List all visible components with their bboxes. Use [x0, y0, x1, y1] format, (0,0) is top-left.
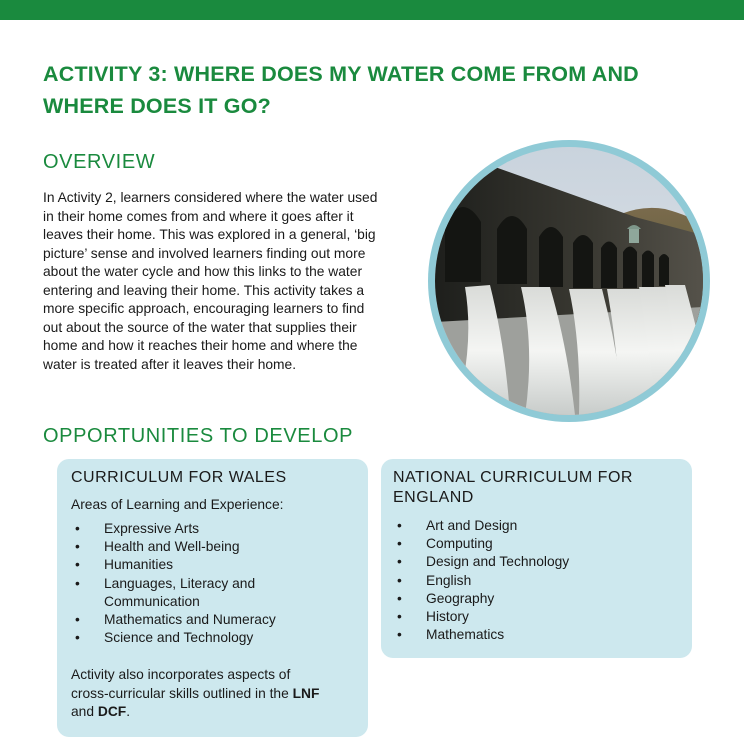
- curriculum-wales-box: [57, 459, 368, 737]
- overview-heading: OVERVIEW: [43, 151, 156, 173]
- list-item-label: Mathematics: [426, 627, 505, 643]
- list-item-label: Mathematics and Numeracy: [104, 612, 276, 628]
- bullet-icon: •: [75, 575, 80, 591]
- lnf-term: LNF: [292, 685, 320, 701]
- list-item-label: English: [426, 572, 472, 588]
- overview-line: home and how it reaches their home and where the: [43, 338, 358, 353]
- list-item: [71, 611, 361, 629]
- page-title: [43, 58, 723, 122]
- list-item-label: Expressive Arts: [104, 521, 200, 536]
- list-item: [393, 590, 683, 608]
- bullet-icon: •: [397, 590, 402, 606]
- bullet-icon: •: [397, 554, 402, 570]
- list-item: [71, 556, 361, 574]
- curriculum-wales-title: CURRICULUM FOR WALES: [71, 469, 287, 486]
- list-item: [393, 608, 683, 626]
- list-item-label: Humanities: [104, 557, 174, 573]
- list-item: [71, 575, 361, 611]
- list-item-label: Design and Technology: [426, 554, 570, 570]
- bullet-icon: •: [75, 612, 80, 628]
- bullet-icon: •: [75, 557, 80, 573]
- national-curriculum-england-box: [381, 459, 692, 658]
- bullet-icon: •: [397, 609, 402, 625]
- bullet-icon: •: [75, 521, 80, 536]
- footer-line-1: Activity also incorporates aspects of: [71, 667, 291, 682]
- overview-line: more specific approach, encouraging learners to find: [43, 301, 365, 316]
- list-item-label: Art and Design: [426, 518, 518, 533]
- footer-period: .: [126, 704, 131, 719]
- curriculum-wales-subtitle: Areas of Learning and Experience:: [71, 497, 284, 512]
- list-item-label-continued: Communication: [104, 593, 200, 609]
- england-title-line-2: ENGLAND: [393, 489, 474, 506]
- list-item-label: Computing: [426, 536, 493, 552]
- national-curriculum-england-title: [393, 468, 683, 508]
- list-item-label: Geography: [426, 590, 495, 606]
- overview-line: water is treated after it leaves their home.: [43, 356, 297, 372]
- top-banner: [0, 0, 744, 20]
- bullet-icon: •: [397, 627, 402, 643]
- dam-spillway-photo: [435, 147, 703, 415]
- bullet-icon: •: [397, 518, 402, 533]
- overview-line: entering and leaving their home. This activity takes a: [43, 282, 365, 298]
- overview-line: In Activity 2, learners considered where the water used: [43, 190, 378, 205]
- list-item-label: Languages, Literacy and: [104, 575, 256, 591]
- england-title-line-1: NATIONAL CURRICULUM FOR: [393, 469, 633, 486]
- opportunities-heading: OPPORTUNITIES TO DEVELOP: [43, 425, 354, 447]
- page-title-line-2: WHERE DOES IT GO?: [43, 94, 271, 118]
- bullet-icon: •: [397, 536, 402, 552]
- list-item-label: Health and Well-being: [104, 539, 240, 555]
- list-item: [393, 572, 683, 590]
- list-item: [393, 517, 683, 535]
- wales-areas-list: [71, 520, 361, 647]
- bullet-icon: •: [75, 630, 80, 646]
- curriculum-wales-footer: [71, 666, 361, 722]
- overview-line: picture’ sense and involved learners finding out more: [43, 245, 366, 261]
- list-item: [71, 629, 361, 647]
- list-item: [393, 553, 683, 571]
- overview-line: in their home comes from and where it goes after it: [43, 208, 354, 224]
- dcf-term: DCF: [97, 704, 127, 719]
- list-item: [71, 538, 361, 556]
- list-item: [393, 626, 683, 644]
- page-title-line-1: ACTIVITY 3: WHERE DOES MY WATER COME FROM AND: [43, 62, 639, 86]
- list-item: [71, 520, 361, 538]
- photo-frame: [428, 140, 710, 422]
- overview-line: leaves their home. This was explored in a general, ‘big: [43, 227, 376, 242]
- footer-and: and: [71, 704, 98, 719]
- list-item-label: History: [426, 609, 469, 625]
- england-subjects-list: [393, 517, 683, 644]
- list-item: [393, 535, 683, 553]
- footer-line-2: cross-curricular skills outlined in the: [71, 685, 293, 701]
- list-item-label: Science and Technology: [104, 630, 254, 646]
- overview-line: about the water cycle and how this links to the water: [43, 264, 363, 279]
- overview-line: out about the source of the water that supplies their: [43, 319, 357, 335]
- bullet-icon: •: [397, 572, 402, 588]
- overview-text: [43, 189, 423, 374]
- bullet-icon: •: [75, 539, 80, 555]
